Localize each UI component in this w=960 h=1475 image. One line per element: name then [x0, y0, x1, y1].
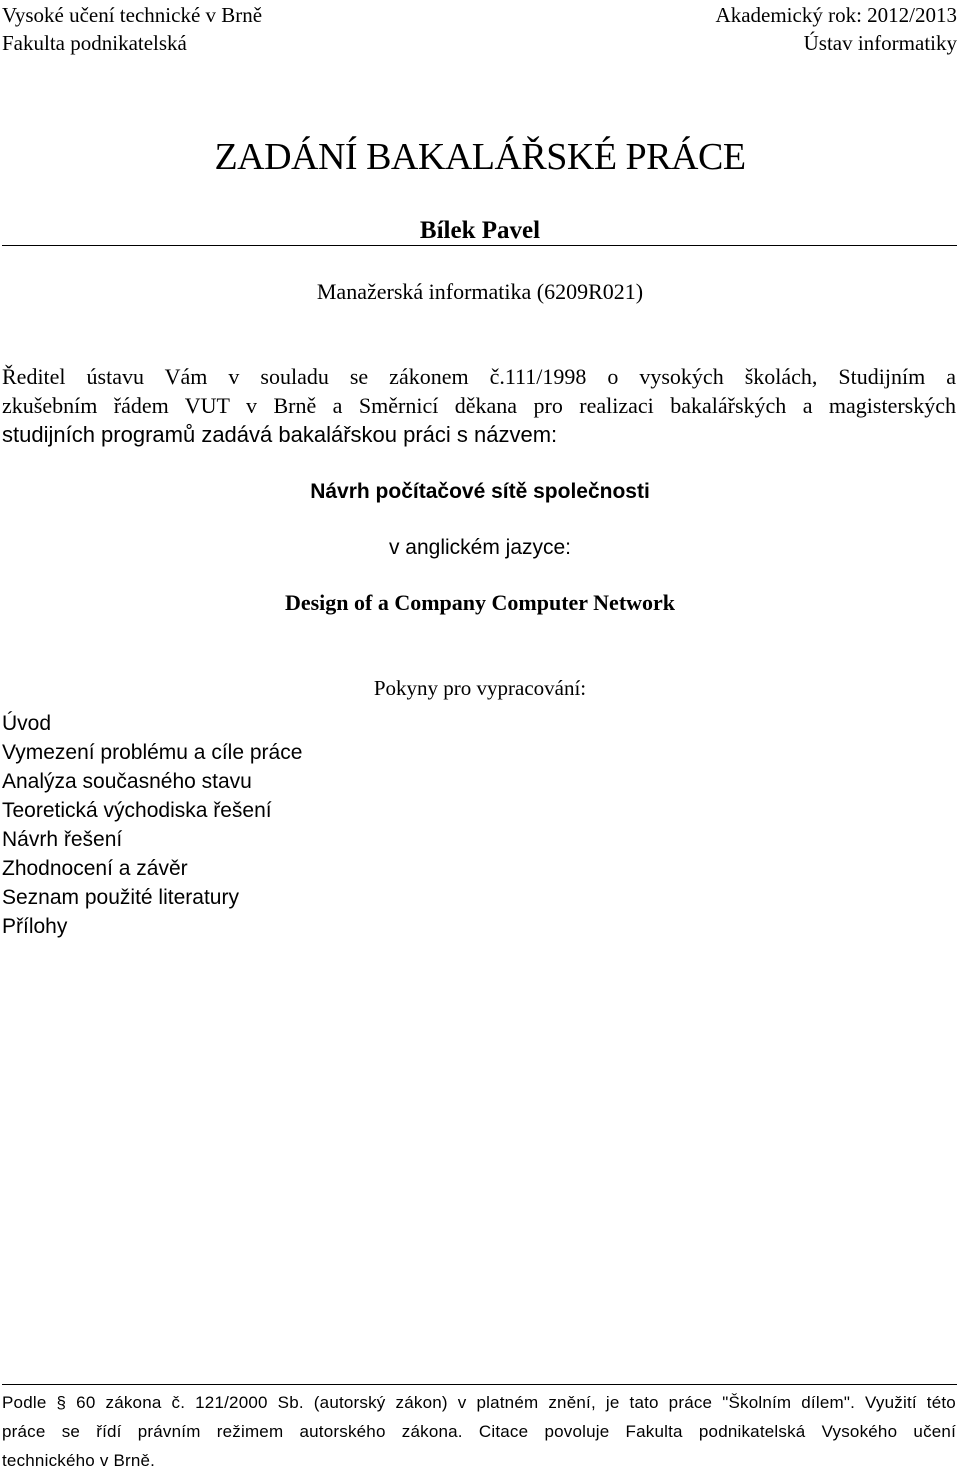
author-name: Bílek Pavel	[419, 217, 541, 244]
university-name: Vysoké učení technické v Brně	[2, 3, 263, 27]
footer-line-3: technického v Brně.	[2, 1451, 156, 1470]
intro-line: studijních programů zadává bakalářskou práci s názvem:	[2, 422, 558, 447]
section-sign: §	[56, 1393, 67, 1412]
outline-item: Úvod	[2, 712, 52, 735]
outline-item: Vymezení problému a cíle práce	[2, 741, 303, 764]
footer-divider	[2, 1384, 957, 1385]
intro-line: Ředitel ústavu Vám v souladu se zákonem č.111/1998 o vysokých školách, Studijním a	[2, 364, 956, 389]
outline-item: Seznam použité literatury	[2, 886, 239, 909]
outline-item: Teoretická východiska řešení	[2, 799, 272, 822]
outline-item: Přílohy	[2, 915, 68, 938]
footer-line-1-rest: 60 zákona č. 121/2000 Sb. (autorský zákon) v platném znění, je tato práce "Školním dílem". Využití této	[76, 1393, 956, 1412]
faculty-name: Fakulta podnikatelská	[2, 31, 187, 55]
study-program: Manažerská informatika (6209R021)	[316, 279, 644, 304]
footer-line-1	[2, 1388, 956, 1417]
department-name: Ústav informatiky	[803, 31, 957, 55]
intro-line: zkušebním řádem VUT v Brně a Směrnicí děkana pro realizaci bakalářských a magisterských	[2, 393, 956, 418]
footer-line-1-start: Podle	[2, 1393, 47, 1412]
assignment-intro	[2, 362, 956, 449]
thesis-title-cz: Návrh počítačové sítě společnosti	[310, 480, 650, 503]
outline-item: Analýza současného stavu	[2, 770, 252, 793]
outline-item: Návrh řešení	[2, 828, 123, 851]
document-title: ZADÁNÍ BAKALÁŘSKÉ PRÁCE	[214, 136, 746, 178]
copyright-notice	[2, 1388, 956, 1475]
english-title-label: v anglickém jazyce:	[388, 536, 572, 559]
header-divider	[2, 245, 957, 246]
thesis-title-en: Design of a Company Computer Network	[284, 590, 676, 615]
outline-item: Zhodnocení a závěr	[2, 857, 188, 880]
footer-line-2: práce se řídí právním režimem autorského zákona. Citace povoluje Fakulta podnikatelská Vysokého učení	[2, 1422, 956, 1441]
academic-year: Akademický rok: 2012/2013	[715, 3, 957, 27]
thesis-outline	[2, 709, 302, 941]
instructions-heading: Pokyny pro vypracování:	[373, 676, 587, 700]
